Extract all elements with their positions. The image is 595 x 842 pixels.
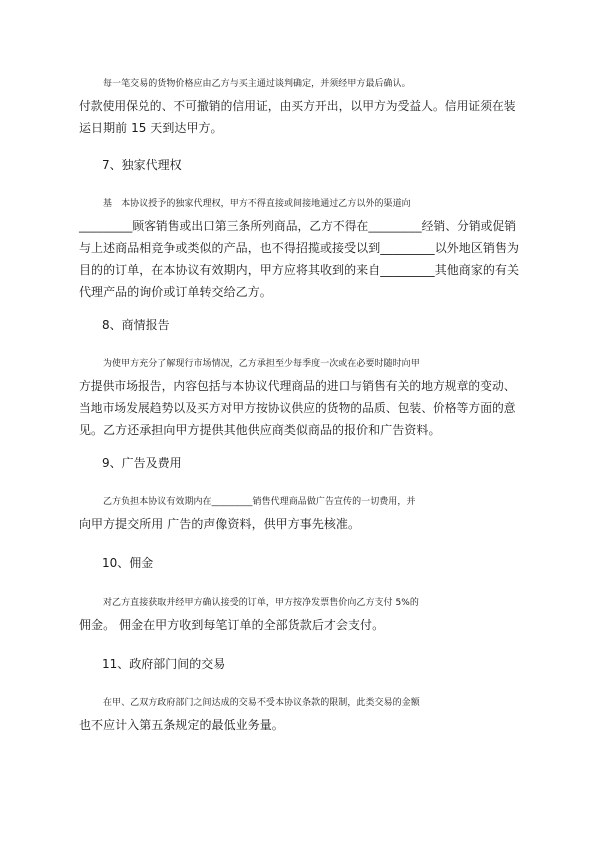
section-heading-9: 9、广告及费用 — [102, 456, 182, 470]
text-line: 与上述商品相竞争或类似的产品，也不得招揽或接受以到_________以外地区销售为 — [79, 241, 520, 255]
text-line: 见。乙方还承担向甲方提供其他供应商类似商品的报价和广告资料。 — [79, 423, 441, 437]
text-line: 乙方负担本协议有效期内在_________销售代理商品做广告宣传的一切费用，并 — [103, 497, 416, 507]
text-line: 方提供市场报告，内容包括与本协议代理商品的进口与销售有关的地方规章的变动、 — [79, 379, 516, 393]
text-line: 每一笔交易的货物价格应由乙方与买主通过谈判确定，并须经甲方最后确认。 — [103, 79, 411, 89]
text-line: 运日期前 15 天到达甲方。 — [79, 121, 223, 135]
text-line: 在甲、乙双方政府部门之间达成的交易不受本协议条款的限制，此类交易的金额 — [103, 698, 420, 708]
paragraph-market-report — [79, 353, 519, 441]
text-line: 向甲方提交所用 广告的声像资料，供甲方事先核准。 — [79, 517, 361, 531]
section-heading-10: 10、佣金 — [102, 556, 154, 570]
text-line: 代理产品的询价或订单转交给乙方。 — [79, 285, 272, 299]
text-line: 也不应计入第五条规定的最低业务量。 — [79, 718, 284, 732]
text-line: 基 本协议授予的独家代理权，甲方不得直接或间接地通过乙方以外的渠道向 — [103, 199, 411, 209]
paragraph-exclusive-agency — [79, 193, 519, 303]
section-heading-7: 7、独家代理权 — [102, 158, 182, 172]
paragraph-commission — [79, 592, 519, 636]
text-line: 付款使用保兑的、不可撤销的信用证，由买方开出，以甲方为受益人。信用证须在装 — [79, 99, 516, 113]
paragraph-advertising — [79, 491, 519, 535]
text-line: 佣金。 佣金在甲方收到每笔订单的全部货款后才会支付。 — [79, 618, 385, 632]
section-heading-8: 8、商情报告 — [102, 318, 170, 332]
text-line: 当地市场发展趋势以及买方对甲方按协议供应的货物的品质、包装、价格等方面的意 — [79, 401, 516, 415]
text-line: 为使甲方充分了解现行市场情况，乙方承担至少每季度一次或在必要时随时向甲 — [103, 359, 420, 369]
paragraph-payment — [79, 73, 519, 139]
section-heading-11: 11、政府部门间的交易 — [102, 657, 226, 671]
text-line: 对乙方直接获取并经甲方确认接受的订单，甲方按净发票售价向乙方支付 5%的 — [103, 598, 419, 608]
paragraph-government-trade — [79, 692, 519, 736]
text-line: _________顾客销售或出口第三条所列商品，乙方不得在_________经销、分销或促销 — [79, 219, 517, 233]
text-line: 目的的订单，在本协议有效期内，甲方应将其收到的来自_________其他商家的有关 — [79, 263, 520, 277]
